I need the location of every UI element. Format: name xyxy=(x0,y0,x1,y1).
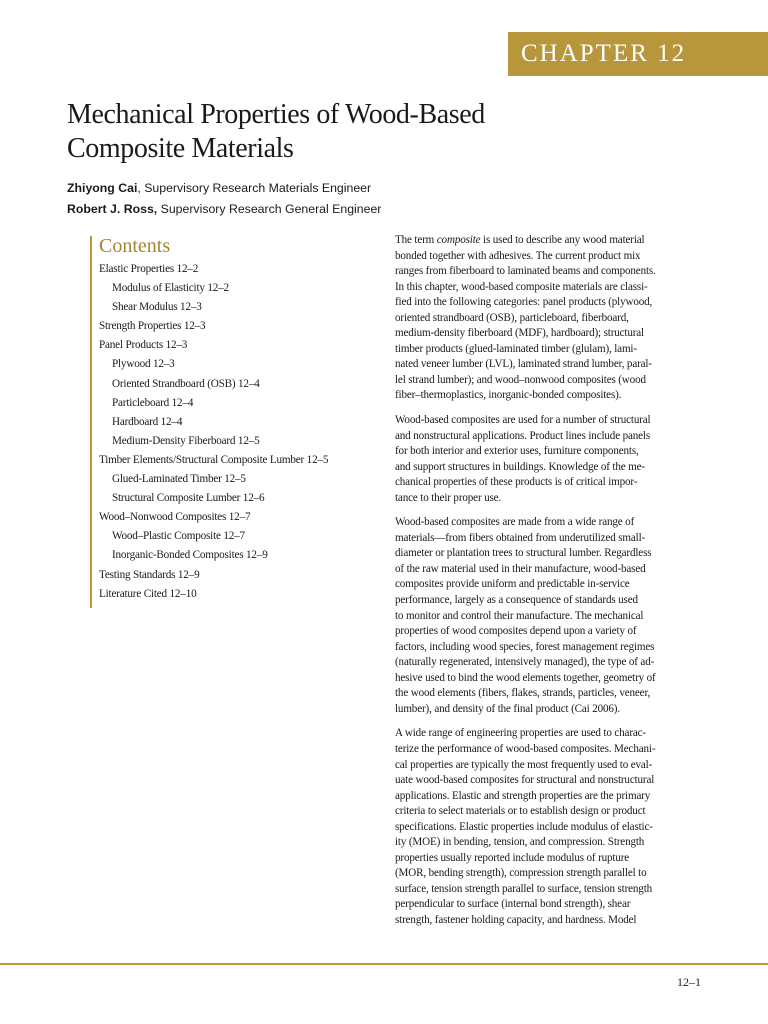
contents-list xyxy=(99,260,390,604)
text-line: specifications. Elastic properties include modulus of elastic- xyxy=(395,820,653,833)
title-line-1: Mechanical Properties of Wood-Based xyxy=(67,99,485,130)
text-line: In this chapter, wood-based composite materials are classi- xyxy=(395,280,648,293)
contents-item: Structural Composite Lumber 12–6 xyxy=(112,492,265,505)
text-line: for both interior and exterior uses, furniture components, xyxy=(395,445,639,458)
contents-item: Hardboard 12–4 xyxy=(112,415,183,428)
contents-item: Literature Cited 12–10 xyxy=(99,587,197,600)
emphasis-text: composite xyxy=(436,234,481,246)
text-line xyxy=(395,233,703,249)
text-line: of the raw material used in their manufacture, wood-based xyxy=(395,562,646,575)
chapter-label: CHAPTER 12 xyxy=(508,32,768,76)
author-name: Robert J. Ross, xyxy=(67,202,158,216)
text-run: The term xyxy=(395,234,437,246)
text-line: ranges from fiberboard to laminated beams and components. xyxy=(395,265,656,278)
paragraph xyxy=(395,726,703,928)
paragraph xyxy=(395,233,703,404)
contents-item: Particleboard 12–4 xyxy=(112,396,194,409)
author-list xyxy=(67,178,687,220)
contents-item: Wood–Plastic Composite 12–7 xyxy=(112,530,245,543)
text-line: nated veneer lumber (LVL), laminated strand lumber, paral- xyxy=(395,358,652,371)
paragraph xyxy=(395,413,703,506)
text-line: oriented strandboard (OSB), particleboard, fiberboard, xyxy=(395,311,629,324)
text-line: performance, largely as a consequence of standards used xyxy=(395,594,638,607)
text-line: Wood-based composites are made from a wide range of xyxy=(395,516,635,529)
text-line: tance to their proper use. xyxy=(395,491,502,504)
text-line: chanical properties of these products is of critical impor- xyxy=(395,476,638,489)
text-line: (MOR, bending strength), compression strength parallel to xyxy=(395,867,647,880)
text-run: is used to describe any wood material xyxy=(480,234,645,246)
contents-item: Medium-Density Fiberboard 12–5 xyxy=(112,434,260,447)
text-line: lel strand lumber); and wood–nonwood composites (wood xyxy=(395,373,646,386)
text-line: medium-density fiberboard (MDF), hardboard); structural xyxy=(395,327,644,340)
footer-rule xyxy=(0,963,768,965)
text-line: diameter or plantation trees to structural lumber. Regardless xyxy=(395,547,652,560)
text-line: strength, fastener holding capacity, and hardness. Model xyxy=(395,913,637,926)
table-of-contents xyxy=(90,236,390,608)
page-title xyxy=(67,98,667,166)
author-role: Supervisory Research General Engineer xyxy=(157,202,382,216)
title-line-2: Composite Materials xyxy=(67,133,294,164)
text-line: criteria to select materials or to establish design or product xyxy=(395,805,646,818)
text-line: fied into the following categories: panel products (plywood, xyxy=(395,296,653,309)
author-entry xyxy=(67,178,687,199)
text-line: timber products (glued-laminated timber (glulam), lami- xyxy=(395,342,637,355)
text-line: materials—from fibers obtained from underutilized small- xyxy=(395,531,646,544)
text-line: and support structures in buildings. Knowledge of the me- xyxy=(395,460,645,473)
text-line: (naturally regenerated, intensively managed), the type of ad- xyxy=(395,656,655,669)
contents-item: Testing Standards 12–9 xyxy=(99,568,200,581)
contents-item: Modulus of Elasticity 12–2 xyxy=(112,282,229,295)
text-line: properties usually reported include modulus of rupture xyxy=(395,851,630,864)
text-line: ity (MOE) in bending, tension, and compression. Strength xyxy=(395,836,645,849)
text-line: bonded together with adhesives. The current product mix xyxy=(395,249,641,262)
text-line: perpendicular to surface (internal bond strength), shear xyxy=(395,898,631,911)
text-line: terize the performance of wood-based composites. Mechani- xyxy=(395,742,656,755)
text-line: factors, including wood species, forest management regimes xyxy=(395,640,655,653)
text-line: composites provide uniform and predictable in-service xyxy=(395,578,630,591)
contents-item: Glued-Laminated Timber 12–5 xyxy=(112,473,246,486)
contents-item: Inorganic-Bonded Composites 12–9 xyxy=(112,549,268,562)
text-line: applications. Elastic and strength properties are the primary xyxy=(395,789,651,802)
text-line: lumber), and density of the final product (Cai 2006). xyxy=(395,702,620,715)
contents-item: Panel Products 12–3 xyxy=(99,339,188,352)
page-number: 12–1 xyxy=(677,975,701,989)
text-line: and nonstructural applications. Product lines include panels xyxy=(395,429,651,442)
text-line: fiber–thermoplastics, inorganic-bonded composites). xyxy=(395,389,622,402)
text-line: Wood-based composites are used for a number of structural xyxy=(395,414,651,427)
text-line: properties of wood composites depend upon a variety of xyxy=(395,625,637,638)
paragraph xyxy=(395,515,703,717)
author-name: Zhiyong Cai xyxy=(67,181,138,195)
contents-item: Shear Modulus 12–3 xyxy=(112,301,202,314)
contents-item: Timber Elements/Structural Composite Lumber 12–5 xyxy=(99,453,329,466)
body-text xyxy=(395,233,703,938)
contents-item: Strength Properties 12–3 xyxy=(99,320,206,333)
contents-item: Elastic Properties 12–2 xyxy=(99,263,199,275)
text-line: A wide range of engineering properties are used to charac- xyxy=(395,727,646,740)
contents-item: Oriented Strandboard (OSB) 12–4 xyxy=(112,377,260,390)
contents-item: Wood–Nonwood Composites 12–7 xyxy=(99,511,251,524)
author-entry xyxy=(67,199,687,220)
contents-heading: Contents xyxy=(99,235,171,257)
text-line: hesive used to bind the wood elements together, geometry of xyxy=(395,671,656,684)
contents-item: Plywood 12–3 xyxy=(112,358,175,371)
text-line: uate wood-based composites for structural and nonstructural xyxy=(395,774,655,787)
text-line: to monitor and control their manufacture. The mechanical xyxy=(395,609,644,622)
text-line: surface, tension strength parallel to surface, tension strength xyxy=(395,882,653,895)
text-line: cal properties are typically the most frequently used to eval- xyxy=(395,758,653,771)
text-line: the wood elements (fibers, flakes, strands, particles, veneer, xyxy=(395,687,651,700)
author-role: , Supervisory Research Materials Engineer xyxy=(137,181,372,195)
paragraph-lines xyxy=(395,249,703,404)
